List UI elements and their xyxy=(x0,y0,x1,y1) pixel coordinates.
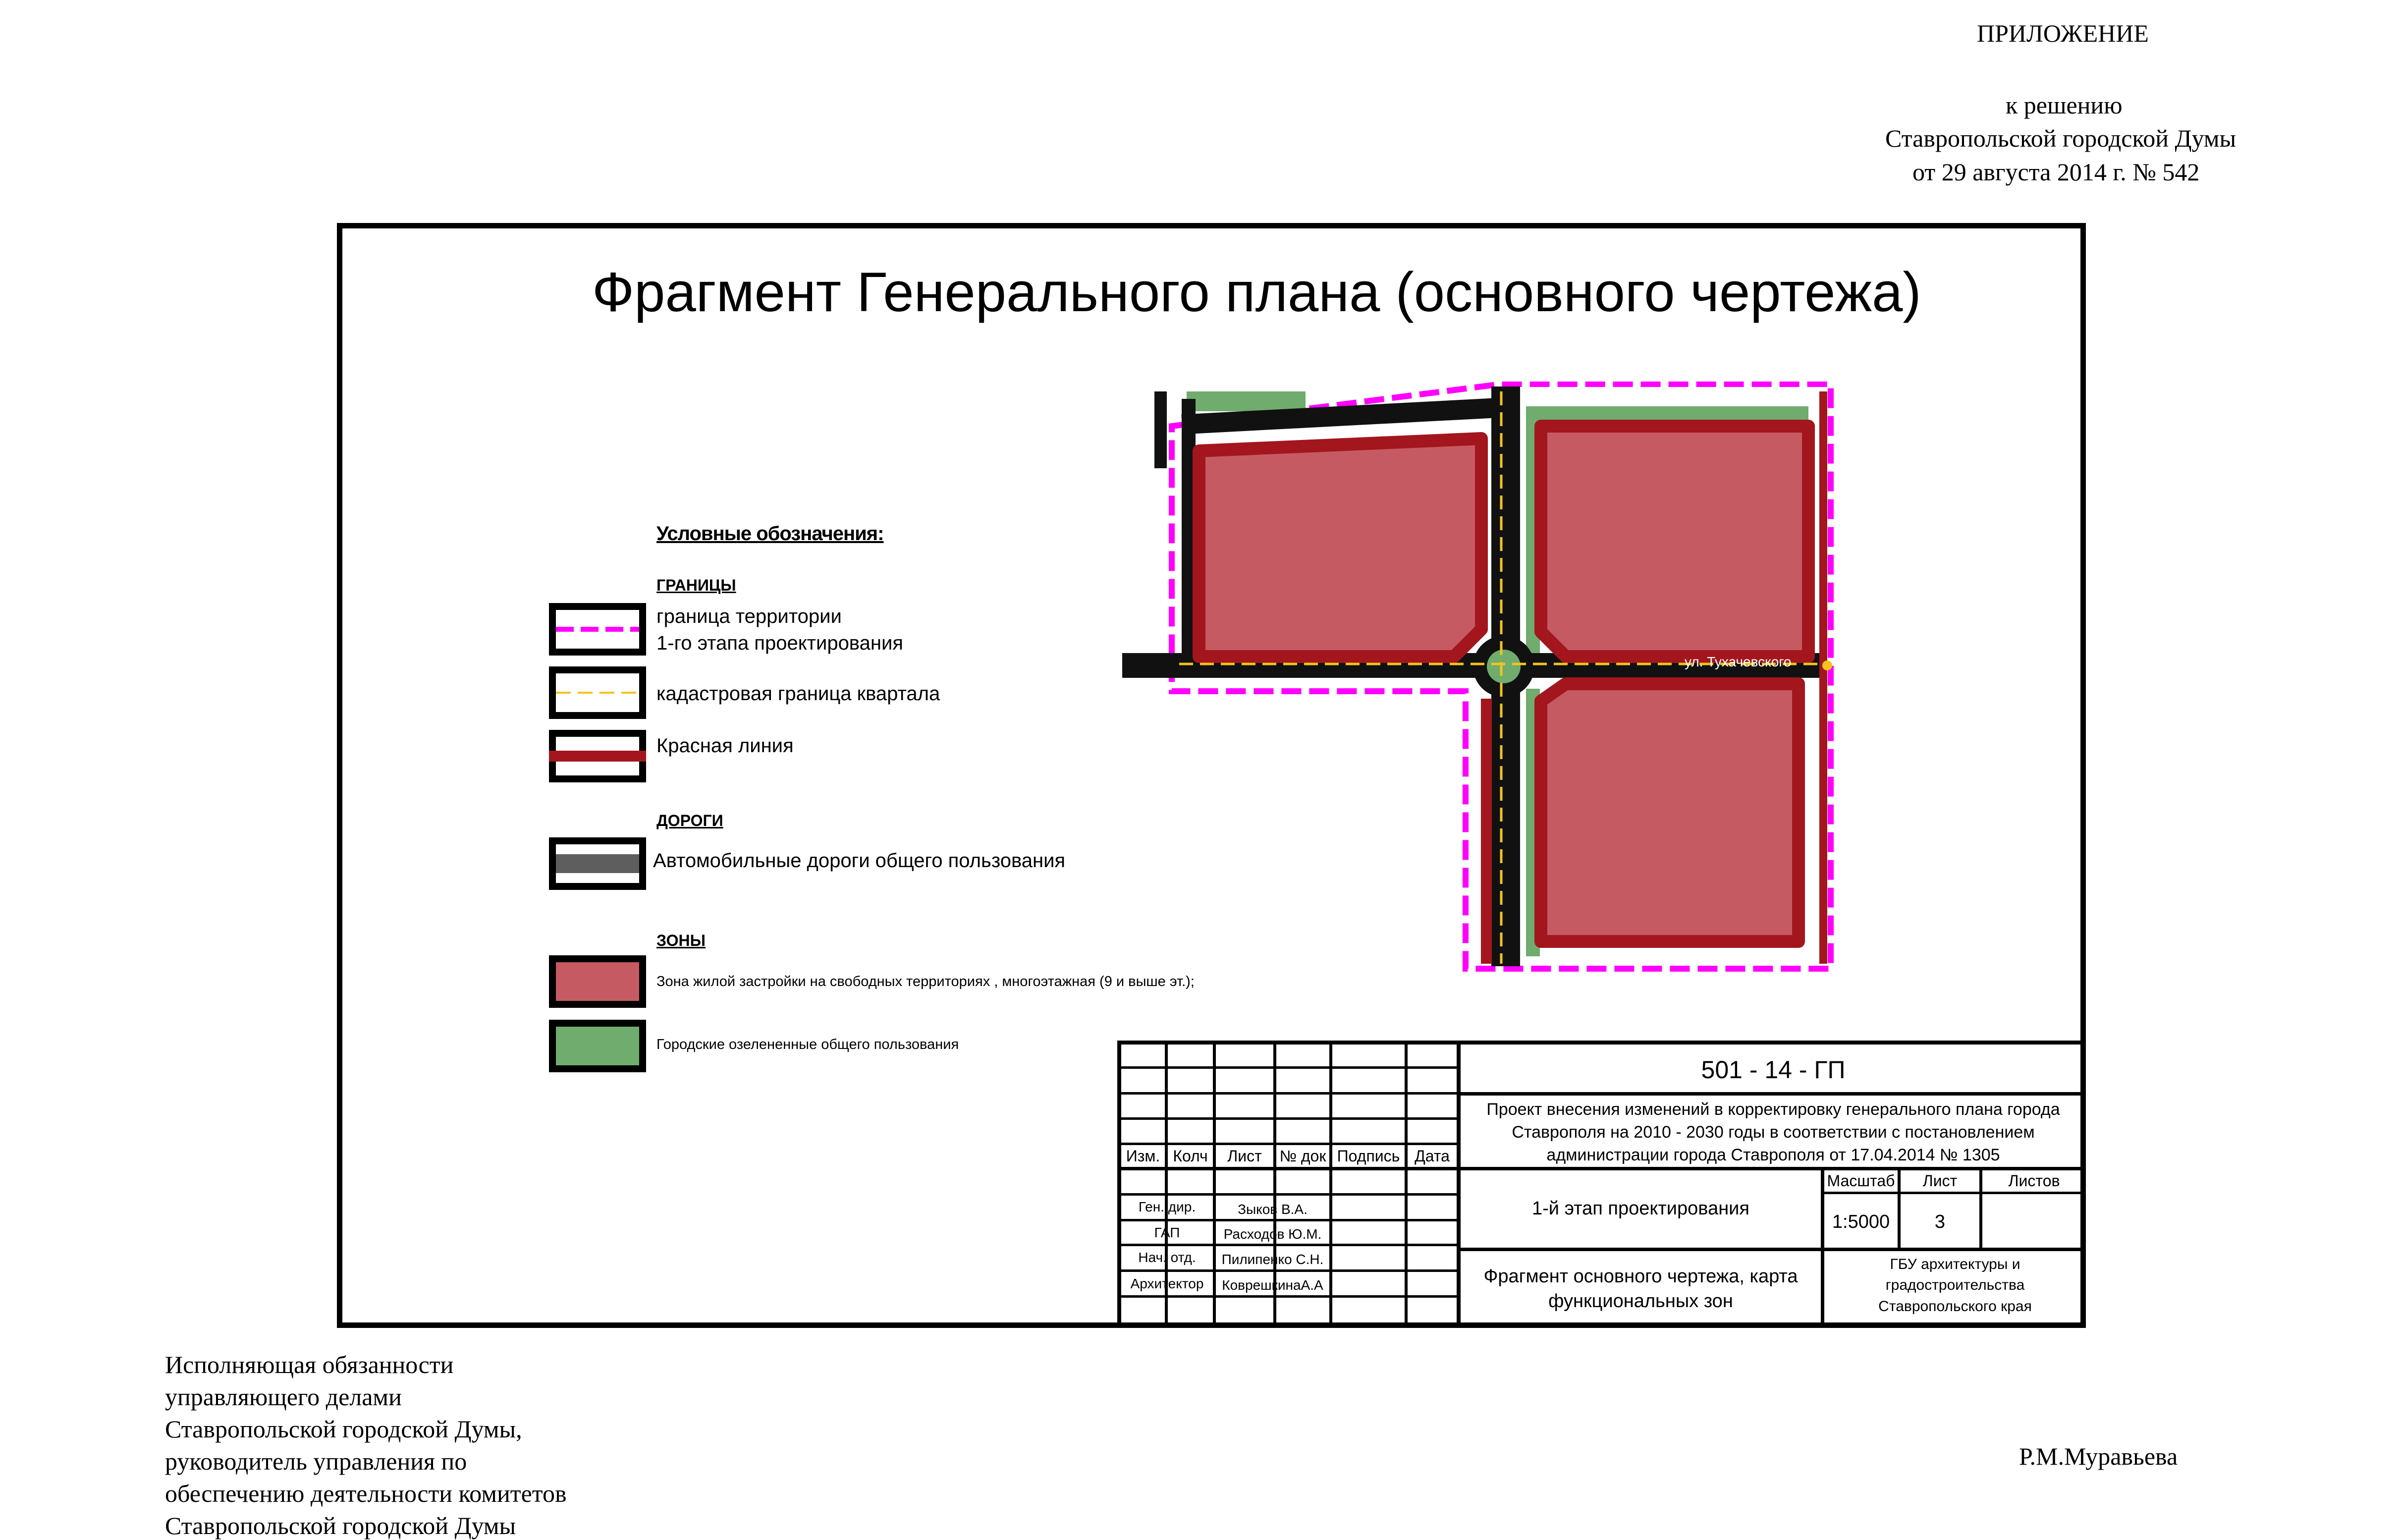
appendix-duma: Ставропольской городской Думы xyxy=(1885,124,2236,152)
position-line-2: управляющего делами xyxy=(165,1383,402,1411)
residential-block-se xyxy=(1541,684,1799,941)
legend-boundary-swatch xyxy=(549,603,646,656)
legend-residential-swatch xyxy=(549,955,646,1008)
signer-name-4: КоврешкинаА.А xyxy=(1222,1277,1323,1293)
signer-name: Р.М.Муравьева xyxy=(2019,1442,2178,1470)
position-line-5: обеспечению деятельности комитетов xyxy=(165,1480,567,1507)
legend-residential-label: Зона жилой застройки на свободных территориях , многоэтажная (9 и выше эт.); xyxy=(656,974,1195,990)
position-line-6: Ставропольской городской Думы xyxy=(165,1512,516,1540)
title-block xyxy=(1117,1041,2086,1328)
scale-value: 1:5000 xyxy=(1832,1211,1890,1232)
legend-roads-heading: ДОРОГИ xyxy=(656,812,723,829)
sheet-value: 3 xyxy=(1934,1211,1946,1232)
drawing-title-1: Фрагмент основного чертежа, карта xyxy=(1483,1266,1798,1287)
residential-block-ne xyxy=(1541,426,1808,657)
org-name-1: ГБУ архитектуры и xyxy=(1890,1256,2020,1272)
legend-road-swatch xyxy=(549,837,646,890)
column-izm: Изм. xyxy=(1126,1147,1160,1165)
signer-role-3: Нач. отд. xyxy=(1138,1250,1196,1265)
legend-red-line-label: Красная линия xyxy=(656,735,794,757)
legend-green-label: Городские озелененные общего пользования xyxy=(656,1037,959,1052)
legend-heading: Условные обозначения: xyxy=(656,523,884,545)
legend-zones-heading: ЗОНЫ xyxy=(656,932,706,949)
road-side xyxy=(1154,391,1167,468)
legend-red-line-swatch xyxy=(549,730,646,782)
appendix-decision: к решению xyxy=(2006,91,2123,119)
project-title-1: Проект внесения изменений в корректировку генерального плана города xyxy=(1486,1100,2060,1119)
street-label: ул. Тухачевского xyxy=(1685,654,1792,669)
column-date: Дата xyxy=(1415,1147,1450,1165)
legend-boundary-label-1: граница территории xyxy=(656,605,842,627)
street-marker xyxy=(1822,660,1832,670)
appendix-date: от 29 августа 2014 г. № 542 xyxy=(1912,158,2200,186)
legend-cadastral-swatch xyxy=(549,666,646,719)
sheet-header: Лист xyxy=(1922,1172,1958,1190)
position-line-3: Ставропольской городской Думы, xyxy=(165,1415,522,1443)
position-line-4: руководитель управления по xyxy=(165,1447,467,1475)
org-name-2: градостроительства xyxy=(1885,1277,2025,1293)
legend-cadastral-label: кадастровая граница квартала xyxy=(656,683,940,705)
legend-boundaries-heading: ГРАНИЦЫ xyxy=(656,576,736,594)
sheets-header: Листов xyxy=(2008,1172,2060,1190)
org-name-3: Ставропольского края xyxy=(1878,1298,2032,1315)
appendix-label: ПРИЛОЖЕНИЕ xyxy=(1977,19,2149,47)
roundabout-island xyxy=(1487,650,1521,683)
column-doc: № док xyxy=(1279,1147,1326,1165)
project-stage: 1-й этап проектирования xyxy=(1532,1198,1749,1219)
column-list: Лист xyxy=(1227,1147,1262,1165)
scale-header: Масштаб xyxy=(1827,1172,1895,1190)
position-line-1: Исполняющая обязанности xyxy=(165,1351,454,1378)
signer-role-4: Архитектор xyxy=(1130,1276,1204,1291)
drawing-title-2: функциональных зон xyxy=(1548,1291,1733,1312)
signer-role-2: ГАП xyxy=(1154,1225,1180,1240)
column-kolch: Колч xyxy=(1173,1147,1208,1165)
project-title-2: Ставрополя на 2010 - 2030 годы в соответствии с постановлением xyxy=(1512,1123,2035,1142)
drawing-code: 501 - 14 - ГП xyxy=(1701,1056,1846,1084)
legend-boundary-label-2: 1-го этапа проектирования xyxy=(656,632,903,654)
drawing-title-text: Фрагмент Генерального плана (основного чертежа) xyxy=(592,261,1921,323)
signer-role-1: Ген. дир. xyxy=(1138,1199,1196,1214)
signer-name-3: Пилипенко С.Н. xyxy=(1221,1252,1324,1267)
green-zone-north xyxy=(1187,391,1306,411)
map-fragment xyxy=(1120,382,1838,976)
legend-road-label: Автомобильные дороги общего пользования xyxy=(653,850,1066,872)
signer-name-2: Расходов Ю.М. xyxy=(1223,1226,1322,1242)
legend-green-swatch xyxy=(549,1020,646,1072)
column-signature: Подпись xyxy=(1337,1147,1400,1165)
residential-block-nw xyxy=(1199,439,1481,657)
signer-name-1: Зыков В.А. xyxy=(1238,1202,1308,1217)
project-title-3: администрации города Ставрополя от 17.04.2014 № 1305 xyxy=(1546,1146,2000,1164)
